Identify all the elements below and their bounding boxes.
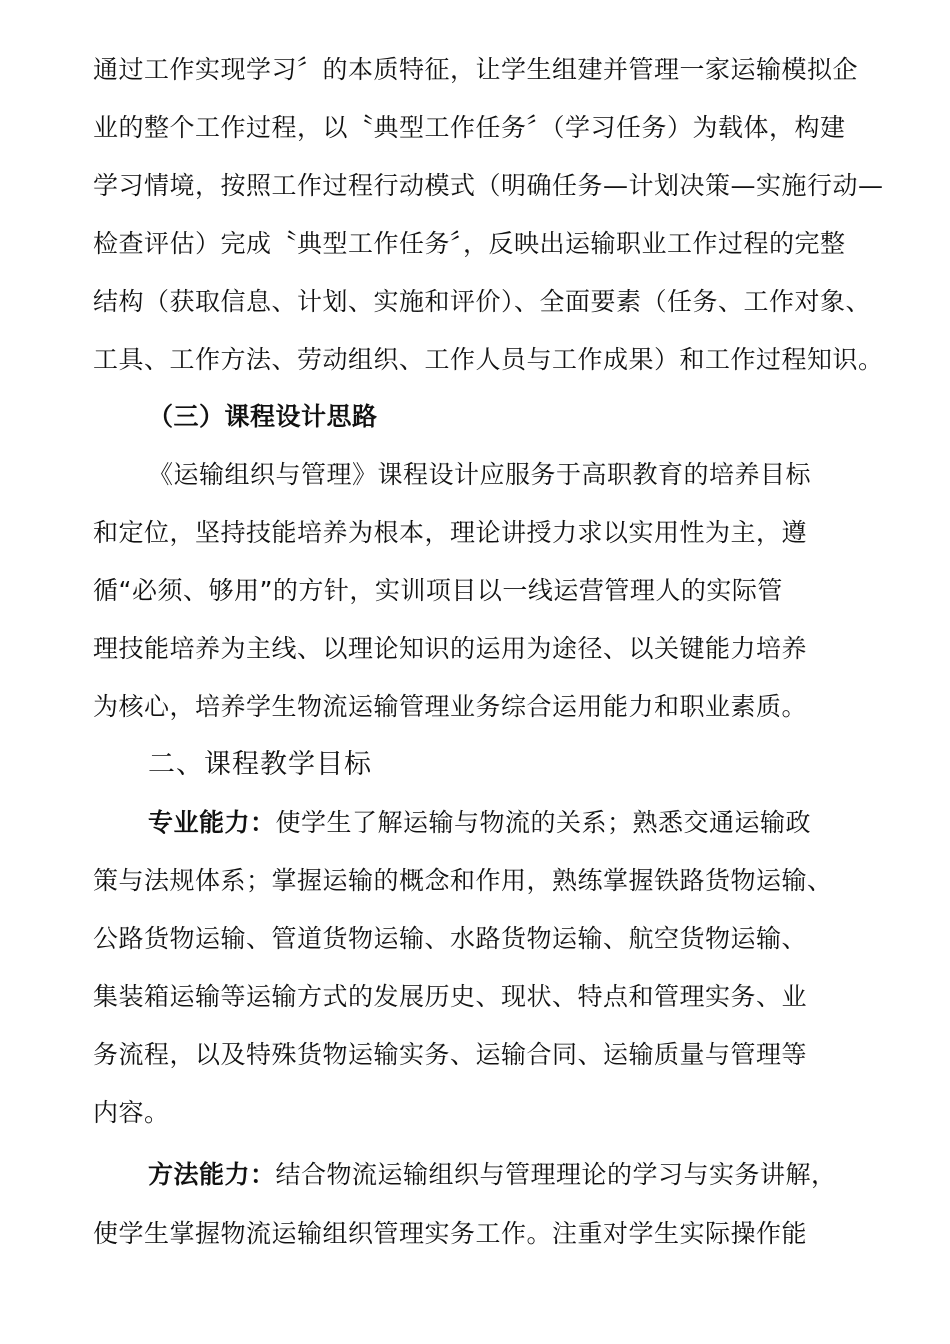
paragraph-line: 使学生掌握物流运输组织管理实务工作。注重对学生实际操作能: [93, 1219, 808, 1248]
section-heading-course-design: （三）课程设计思路: [148, 402, 378, 431]
paragraph-line: 检查评估）完成〝典型工作任务〞，反映出运输职业工作过程的完整: [93, 229, 846, 258]
method-ability-text: 结合物流运输组织与管理理论的学习与实务讲解，: [275, 1160, 837, 1189]
paragraph-line: 学习情境，按照工作过程行动模式（明确任务—计划决策—实施行动—: [93, 171, 884, 200]
section-heading-teaching-goals: 二、课程教学目标: [148, 749, 372, 780]
method-ability-first-line: [148, 1155, 837, 1195]
professional-ability-text: 使学生了解运输与物流的关系；熟悉交通运输政: [275, 808, 812, 837]
paragraph-line: 《运输组织与管理》课程设计应服务于高职教育的培养目标: [148, 460, 812, 489]
paragraph-line: 工具、工作方法、劳动组织、工作人员与工作成果）和工作过程知识。: [93, 345, 884, 374]
professional-ability-first-line: [148, 803, 811, 843]
method-ability-label: 方法能力：: [148, 1160, 276, 1189]
paragraph-line: 结构（获取信息、计划、实施和评价）、全面要素（任务、工作对象、: [93, 287, 872, 316]
paragraph-line: 集装箱运输等运输方式的发展历史、现状、特点和管理实务、业: [93, 982, 808, 1011]
paragraph-line: 为核心，培养学生物流运输管理业务综合运用能力和职业素质。: [93, 692, 808, 721]
professional-ability-label: 专业能力：: [148, 808, 276, 837]
paragraph-line: 业的整个工作过程，以〝典型工作任务〞（学习任务）为载体，构建: [93, 113, 846, 142]
paragraph-line: 理技能培养为主线、以理论知识的运用为途径、以关键能力培养: [93, 634, 808, 663]
paragraph-line: 通过工作实现学习〞的本质特征，让学生组建并管理一家运输模拟企: [93, 55, 859, 84]
paragraph-line: 策与法规体系；掌握运输的概念和作用，熟练掌握铁路货物运输、: [93, 866, 833, 895]
paragraph-line: 内容。: [93, 1098, 170, 1127]
paragraph-line: 公路货物运输、管道货物运输、水路货物运输、航空货物运输、: [93, 924, 808, 953]
paragraph-line: 循“必须、够用”的方针，实训项目以一线运营管理人的实际管: [93, 576, 783, 605]
paragraph-line: 和定位，坚持技能培养为根本，理论讲授力求以实用性为主，遵: [93, 518, 808, 547]
paragraph-line: 务流程，以及特殊货物运输实务、运输合同、运输质量与管理等: [93, 1040, 808, 1069]
